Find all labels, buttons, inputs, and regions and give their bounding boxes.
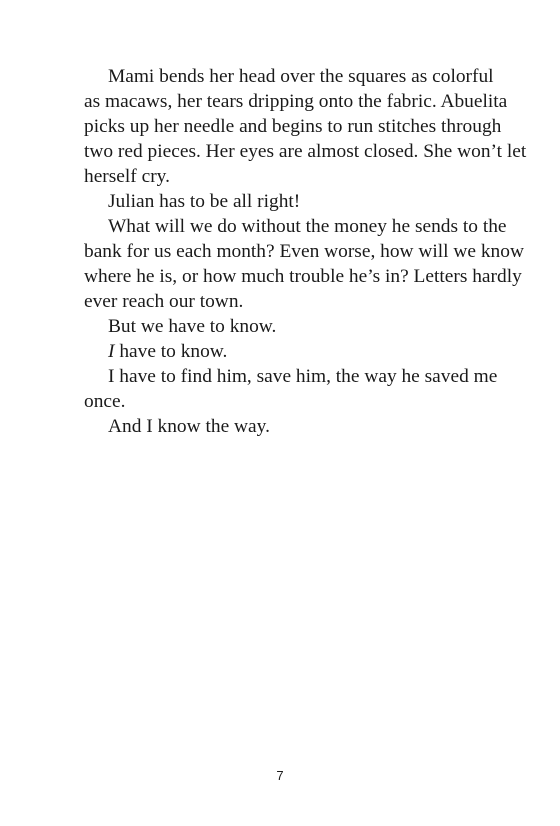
text-run: have to know. xyxy=(114,341,228,362)
paragraph-5 xyxy=(84,339,485,364)
text-line: two red pieces. Her eyes are almost closed. She won’t let xyxy=(84,141,527,162)
page-number: 7 xyxy=(276,768,284,783)
text-line: ever reach our town. xyxy=(84,291,244,312)
text-line: I have to find him, save him, the way he saved me xyxy=(108,366,498,387)
paragraph-7 xyxy=(84,414,485,439)
paragraph-1 xyxy=(84,64,527,189)
paragraph-3 xyxy=(84,214,524,314)
emphasized-word: I xyxy=(108,341,115,362)
paragraph-2 xyxy=(84,189,485,214)
text-line: Julian has to be all right! xyxy=(108,191,301,212)
text-line: And I know the way. xyxy=(108,416,270,437)
text-line: Mami bends her head over the squares as colorful xyxy=(108,66,494,87)
body-text xyxy=(84,64,527,439)
text-line: picks up her needle and begins to run stitches through xyxy=(84,116,502,137)
text-line: What will we do without the money he sends to the xyxy=(108,216,507,237)
text-line: But we have to know. xyxy=(108,316,277,337)
text-line: as macaws, her tears dripping onto the fabric. Abuelita xyxy=(84,91,508,112)
text-line: where he is, or how much trouble he’s in? Letters hardly xyxy=(84,266,522,287)
text-line: herself cry. xyxy=(84,166,170,187)
paragraph-6 xyxy=(84,364,498,414)
text-line xyxy=(84,339,485,364)
text-line: once. xyxy=(84,391,126,412)
paragraph-4 xyxy=(84,314,485,339)
text-line: bank for us each month? Even worse, how will we know xyxy=(84,241,524,262)
